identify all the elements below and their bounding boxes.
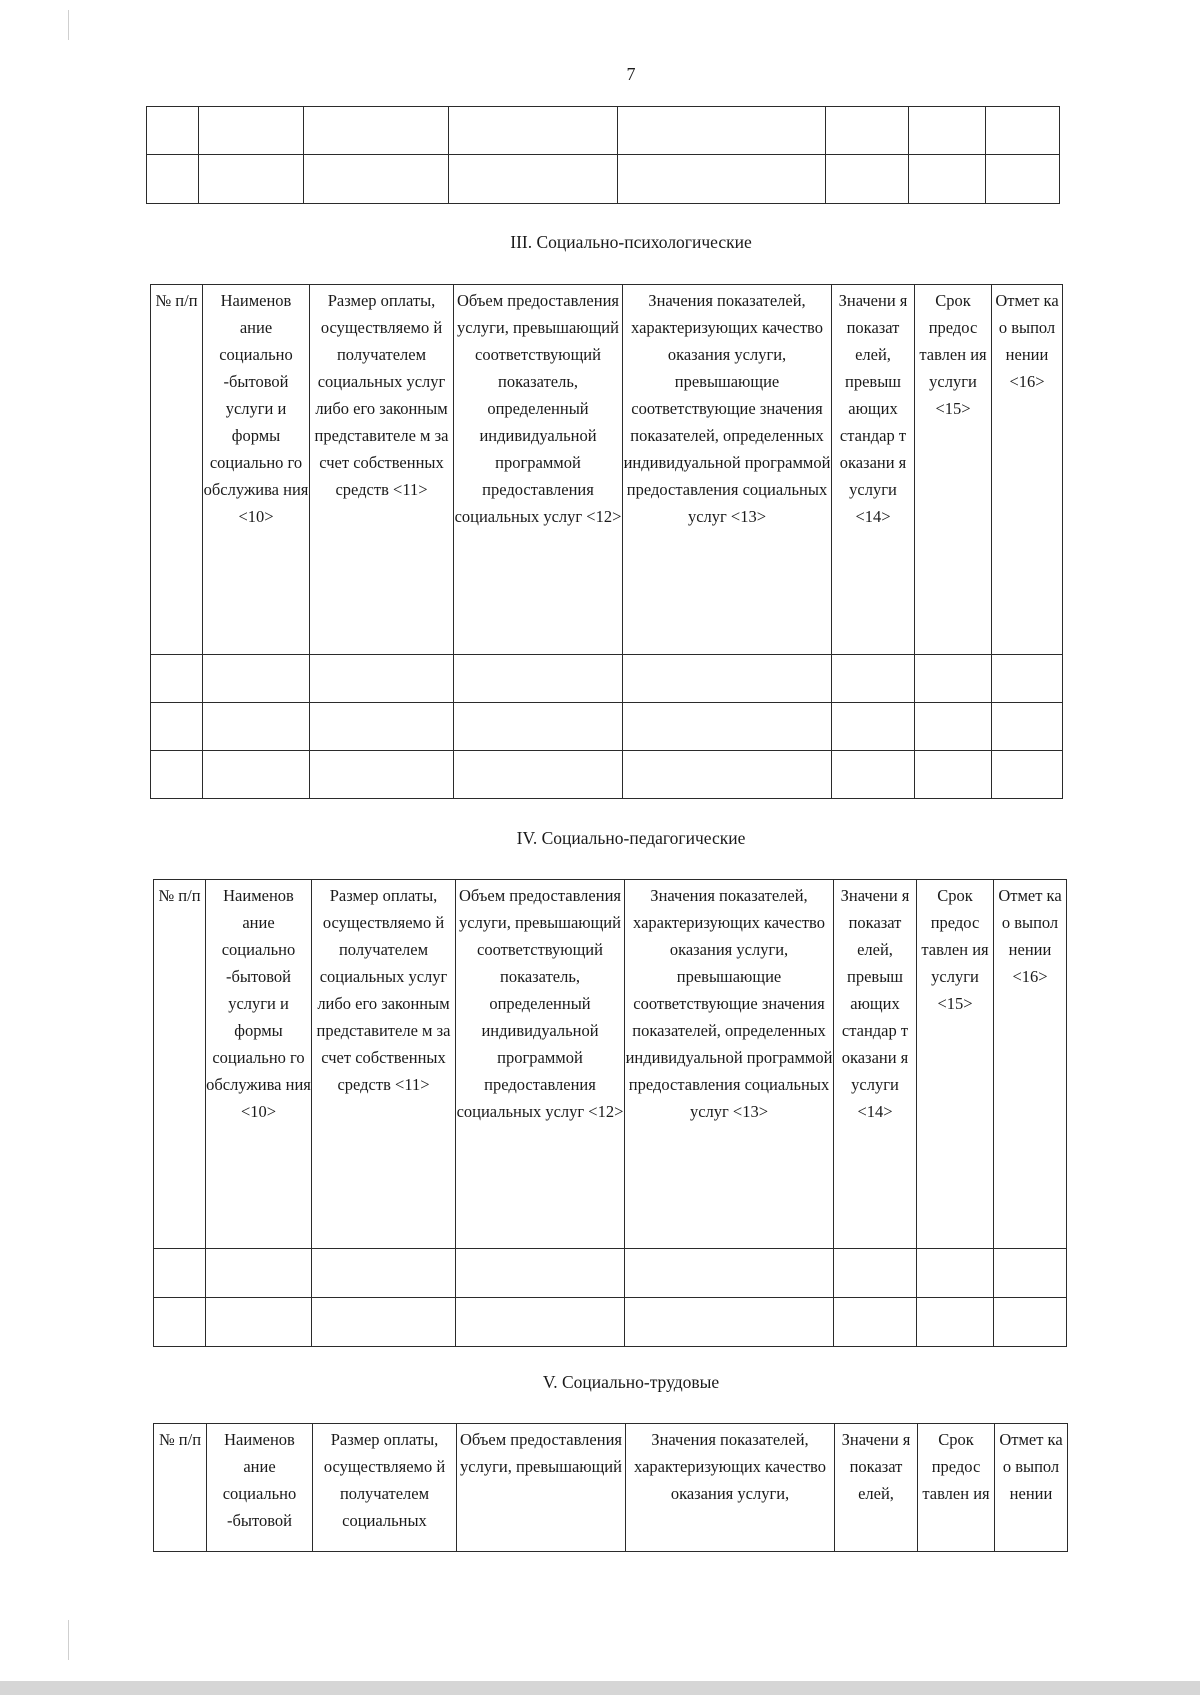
table-cell <box>994 1298 1067 1347</box>
header-cell-quality: Значения показателей, характеризующих качество оказания услуги, <box>626 1424 835 1552</box>
table-section-5 <box>153 1423 1068 1552</box>
table-cell <box>994 1249 1067 1298</box>
scan-artifact <box>68 10 69 40</box>
table-cell <box>826 107 909 155</box>
table-row <box>151 751 1063 799</box>
table-cell <box>154 1249 206 1298</box>
table-cell <box>203 703 310 751</box>
table-cell <box>625 1249 834 1298</box>
table-row <box>147 155 1060 204</box>
header-cell-volume: Объем предоставления услуги, превышающий соответствующий показатель, определенный индивидуальной программой предоставления социальных услуг <12> <box>454 285 623 655</box>
table-cell <box>625 1298 834 1347</box>
table-cell <box>909 107 986 155</box>
header-cell-term: Срок предос тавлен ия услуги <15> <box>915 285 992 655</box>
table-cell <box>915 703 992 751</box>
table-row <box>151 703 1063 751</box>
table-cell <box>917 1298 994 1347</box>
header-cell-mark: Отмет ка о выпол нении <16> <box>992 285 1063 655</box>
section-title-5: V. Социально-трудовые <box>542 1372 720 1392</box>
table-cell <box>304 107 449 155</box>
table-cell <box>310 655 454 703</box>
table-cell <box>147 155 199 204</box>
table-cell <box>834 1298 917 1347</box>
table-cell <box>992 703 1063 751</box>
header-cell-service-name: Наименов ание социально -бытовой услуги и формы социально го обслужива ния <10> <box>206 880 312 1249</box>
table-cell <box>915 655 992 703</box>
section-title-4: IV. Социально-педагогические <box>516 828 746 848</box>
table-cell <box>454 655 623 703</box>
table-cell <box>454 703 623 751</box>
table-cell <box>304 155 449 204</box>
table-cell <box>206 1298 312 1347</box>
table-cell <box>826 155 909 204</box>
table-cell <box>199 155 304 204</box>
table-cell <box>623 655 832 703</box>
table-header-row <box>154 1424 1068 1552</box>
table-row <box>154 1298 1067 1347</box>
scan-artifact <box>68 1620 69 1660</box>
header-cell-quality: Значения показателей, характеризующих качество оказания услуги, превышающие соответствующие значения показателей, определенных индивидуальной программой предоставления социальных услуг <13> <box>623 285 832 655</box>
table-cell <box>310 751 454 799</box>
header-cell-volume: Объем предоставления услуги, превышающий соответствующий показатель, определенный индивидуальной программой предоставления социальных услуг <12> <box>456 880 625 1249</box>
section-title-3: III. Социально-психологические <box>510 232 752 252</box>
table-cell <box>618 155 826 204</box>
table-cell <box>147 107 199 155</box>
table-cell <box>203 751 310 799</box>
table-cell <box>449 155 618 204</box>
header-cell-num: № п/п <box>154 880 206 1249</box>
table-cell <box>834 1249 917 1298</box>
table-cell <box>915 751 992 799</box>
table-cell <box>151 655 203 703</box>
table-cell <box>449 107 618 155</box>
header-cell-payment: Размер оплаты, осуществляемо й получателем социальных услуг либо его законным представителе м за счет собственных средств <11> <box>312 880 456 1249</box>
table-cell <box>917 1249 994 1298</box>
scan-bottom-band <box>0 1681 1200 1695</box>
page-number: 7 <box>626 64 636 84</box>
table-section-3 <box>150 284 1063 799</box>
table-cell <box>151 751 203 799</box>
header-cell-standard: Значени я показат елей, превыш ающих стандар т оказани я услуги <14> <box>834 880 917 1249</box>
header-cell-term: Срок предос тавлен ия <box>918 1424 995 1552</box>
table-cell <box>618 107 826 155</box>
header-cell-payment: Размер оплаты, осуществляемо й получателем социальных услуг либо его законным представителе м за счет собственных средств <11> <box>310 285 454 655</box>
header-cell-service-name: Наименов ание социально -бытовой <box>207 1424 313 1552</box>
header-cell-volume: Объем предоставления услуги, превышающий <box>457 1424 626 1552</box>
table-cell <box>456 1298 625 1347</box>
header-cell-num: № п/п <box>154 1424 207 1552</box>
table-cell <box>154 1298 206 1347</box>
table-header-row <box>151 285 1063 655</box>
table-cell <box>623 703 832 751</box>
table-cell <box>199 107 304 155</box>
table-cell <box>312 1249 456 1298</box>
table-cell <box>456 1249 625 1298</box>
table-cell <box>623 751 832 799</box>
table-cell <box>310 703 454 751</box>
table-cell <box>454 751 623 799</box>
table-row <box>154 1249 1067 1298</box>
table-row <box>151 655 1063 703</box>
table-cell <box>203 655 310 703</box>
header-cell-standard: Значени я показат елей, превыш ающих стандар т оказани я услуги <14> <box>832 285 915 655</box>
table-header-row <box>154 880 1067 1249</box>
table-cell <box>992 655 1063 703</box>
table-cell <box>832 751 915 799</box>
header-cell-service-name: Наименов ание социально -бытовой услуги и формы социально го обслужива ния <10> <box>203 285 310 655</box>
table-cell <box>206 1249 312 1298</box>
table-cell <box>992 751 1063 799</box>
table-cell <box>832 655 915 703</box>
header-cell-mark: Отмет ка о выпол нении <box>995 1424 1068 1552</box>
header-cell-standard: Значени я показат елей, <box>835 1424 918 1552</box>
header-cell-num: № п/п <box>151 285 203 655</box>
table-cell <box>832 703 915 751</box>
table-cell <box>909 155 986 204</box>
table-cell <box>986 155 1060 204</box>
header-cell-payment: Размер оплаты, осуществляемо й получателем социальных <box>313 1424 457 1552</box>
header-cell-quality: Значения показателей, характеризующих качество оказания услуги, превышающие соответствующие значения показателей, определенных индивидуальной программой предоставления социальных услуг <13> <box>625 880 834 1249</box>
continuation-table <box>146 106 1060 204</box>
table-cell <box>986 107 1060 155</box>
table-section-4 <box>153 879 1067 1347</box>
header-cell-mark: Отмет ка о выпол нении <16> <box>994 880 1067 1249</box>
header-cell-term: Срок предос тавлен ия услуги <15> <box>917 880 994 1249</box>
table-cell <box>312 1298 456 1347</box>
table-row <box>147 107 1060 155</box>
table-cell <box>151 703 203 751</box>
